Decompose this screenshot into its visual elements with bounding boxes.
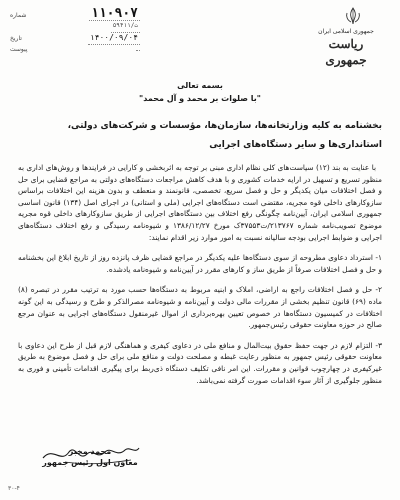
date-label: تاریخ (10, 35, 22, 42)
attachment-row (10, 44, 140, 56)
ref-row (10, 20, 140, 32)
letterhead (306, 28, 386, 68)
number-label: شماره (10, 12, 27, 19)
presidency-name: ریاست جمهوری (325, 37, 367, 67)
iran-emblem-icon (342, 6, 364, 26)
signer-title: معاون اول رئیس جمهور (42, 458, 138, 467)
date-row (10, 32, 140, 44)
item-3: ۳- التزام لازم در جهت حفظ حقوق بیت‌المال و منافع ملی در دعاوی کیفری و هماهنگی لازم قبل از طرح این دعاوی با معاونت حقوقی رئیس جمهور به منظور رعایت غبطه و مصلحت دولت و منافع ملی برای حل و فصل موضوع به طریق غیرکیفری در چهارچوب قوانین و مقررات. این امر نافی تکلیف دستگاه ذی‌ربط برای پیگیری اقدامات تأمینی و فوری به منظور جلوگیری از آثار سوء اقدامات صورت گرفته نمی‌باشد. (18, 340, 382, 385)
letter-body (18, 162, 382, 395)
signer-name: محمد مخبر (68, 447, 112, 456)
bismillah: بسمه تعالی (177, 81, 223, 90)
circular-title: بخشنامه به کلیه وزارتخانه‌ها، سازمان‌ها، مؤسسات و شرکت‌های دولتی، استانداری‌ها و سایر دستگاه‌های اجرایی (67, 121, 382, 150)
item-1: ۱- استرداد دعاوی مطروحه از سوی دستگاه‌ها علیه یکدیگر در مراجع قضایی ظرف پانزده روز از تاریخ ابلاغ این بخشنامه و حل و فصل اختلافات صرفاً از طریق ساز و کارهای مقرر در آیین‌نامه و شیوه‌نامه یادشده. (18, 253, 382, 274)
ref-value: ۵۹۴۱۱/ت (111, 20, 140, 33)
signature-block (20, 440, 160, 469)
salawat: "با صلوات بر محمد و آل محمد" (139, 94, 261, 103)
attachment-value (136, 50, 140, 51)
item-2: ۲- حل و فصل اختلافات راجع به اراضی، املاک و ابنیه مربوط به دستگاه‌ها حسب مورد به ترتیب مقرر در تبصره (۸) ماده (۶۹) قانون تنظیم بخشی از مقررات مالی دولت و آیین‌نامه و شیوه‌نامه مصرالذکر و طرح و رسیدگی به این گونه اختلافات در کمیسیون دستگاه‌ها در خصوص تعیین بهره‌برداری از اموال غیرمنقول دستگاه‌های اجرایی به عنوان مرجع صالح در حوزه معاونت حقوقی رئیس‌جمهور. (18, 285, 382, 330)
attachment-label: پیوست (10, 46, 28, 53)
intro-paragraph: با عنایت به بند (۱۲) سیاست‌های کلی نظام اداری مبنی بر توجه به اثربخشی و کارایی در فرایندها و روش‌های اداری به منظور تسریع و تسهیل در ارایه خدمات کشوری و با هدف کاهش مراجعات دستگاه‌های دولتی به مراجع قضایی برای حل و فصل اختلافات میان یکدیگر و حل و فصل سریع، تخصصی، قانونمند و منعطف و بدون هزینه این اختلافات براساس سازوکارهای داخلی قوه مجریه، مقتضی است دستگاه‌های اجرایی (ملی و استانی) در اجرای اصل (۱۳۴) قانون اساسی جمهوری اسلامی ایران، آیین‌نامه چگونگی رفع اختلاف بین دستگاه‌های اجرایی از طریق سازوکارهای داخلی قوه مجریه موضوع تصویب‌نامه شماره ۲۱۳۷۶۷/ت۳۷۵۵۳ک مورخ ۱۳۸۶/۱۲/۲۷ و شیوه‌نامه رسیدگی و رفع اختلاف دستگاه‌های اجرایی و ضوابط اجرایی بودجه سالیانه نسبت به امور موارد زیر اقدام نمایند: (18, 163, 382, 242)
bottom-mark: ۳۰-۴ (8, 485, 20, 492)
number-row (10, 8, 140, 20)
number-value: ۱۱۰۹۰۷ (91, 6, 138, 21)
republic-name: جمهوری اسلامی ایران (318, 28, 374, 35)
date-value: ۱۴۰۰/۰۹/۰۴ (88, 32, 140, 45)
letter-meta (10, 8, 140, 56)
